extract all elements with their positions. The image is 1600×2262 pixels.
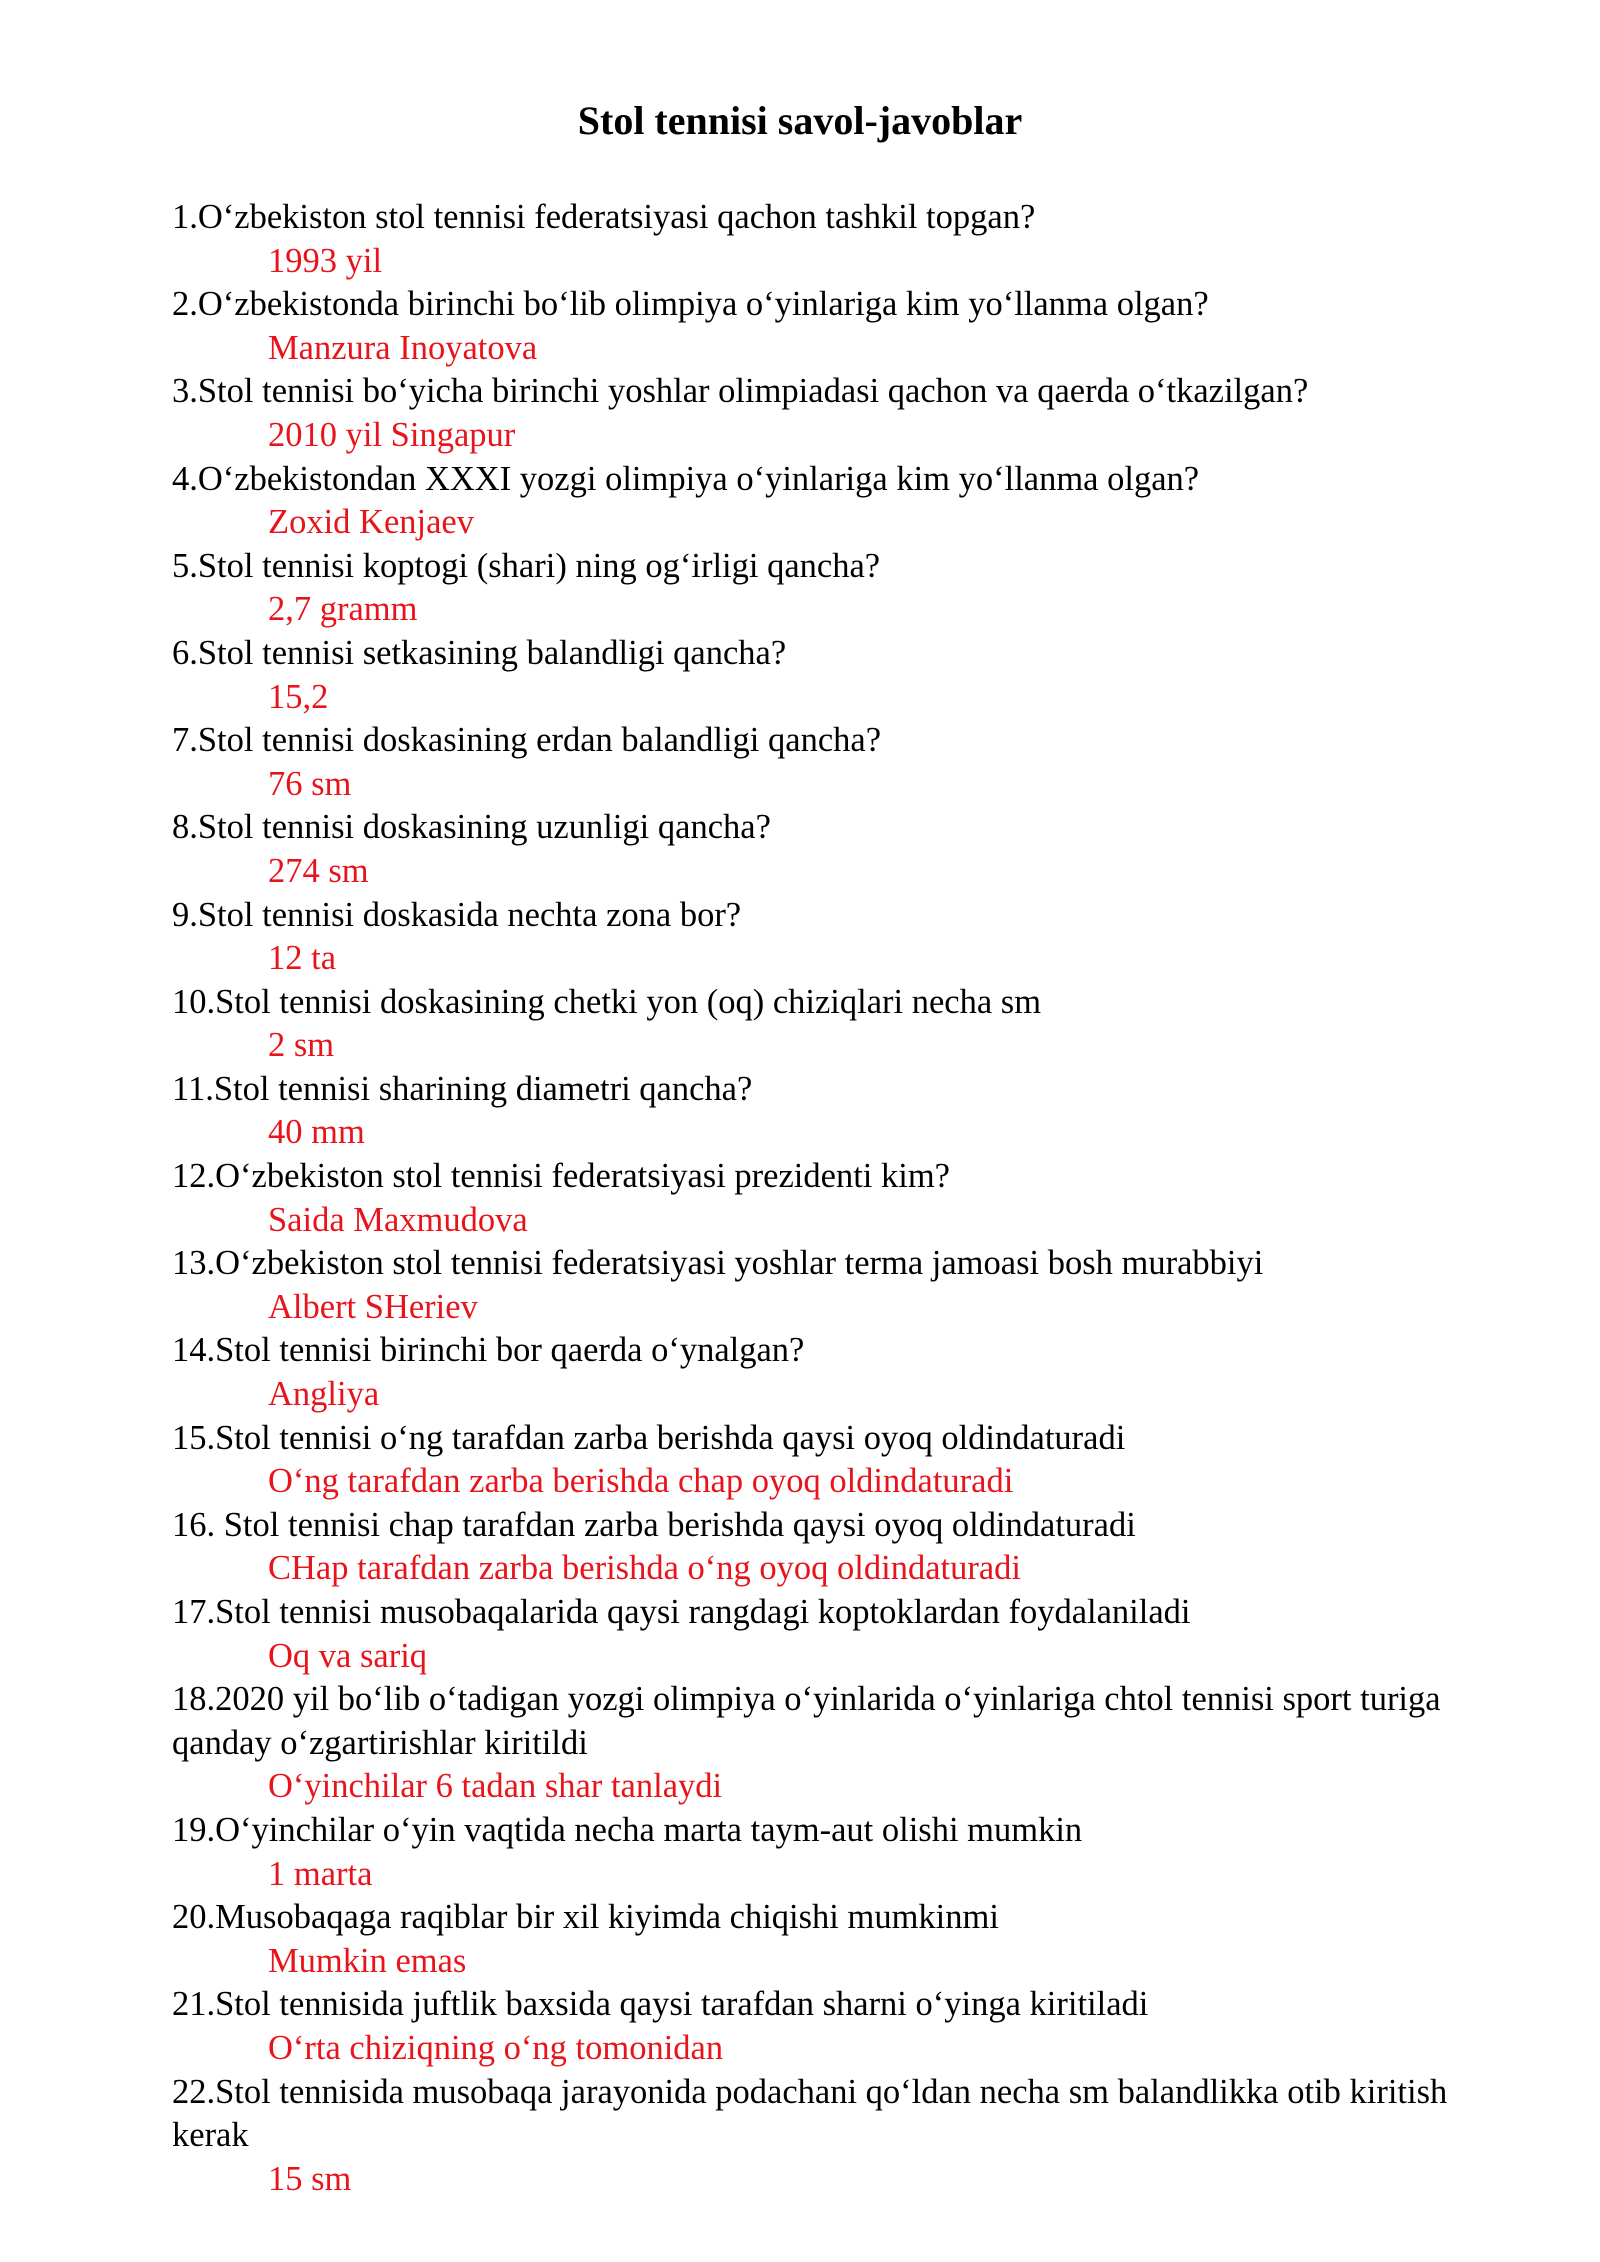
answer-text: 2,7 gramm: [268, 590, 418, 629]
qa-item: [172, 894, 1472, 981]
answer-text: 40 mm: [268, 1113, 365, 1152]
question-text: 14.Stol tennisi birinchi bor qaerda o‘ynalgan?: [172, 1331, 805, 1370]
question-text: 1.O‘zbekiston stol tennisi federatsiyasi qachon tashkil topgan?: [172, 198, 1036, 236]
question-text: 4.O‘zbekistondan XXXI yozgi olimpiya o‘yinlariga kim yo‘llanma olgan?: [172, 459, 1200, 498]
question-text: 13.O‘zbekiston stol tennisi federatsiyasi yoshlar terma jamoasi bosh murabbiyi: [172, 1244, 1264, 1283]
qa-item: [172, 1155, 1472, 1242]
question-text: 17.Stol tennisi musobaqalarida qaysi rangdagi koptoklardan foydalaniladi: [172, 1593, 1191, 1631]
qa-item: [172, 1504, 1472, 1591]
question-text: 10.Stol tennisi doskasining chetki yon (oq) chiziqlari necha sm: [172, 982, 1042, 1021]
qa-item: [172, 196, 1472, 283]
answer-text: 15,2: [268, 677, 329, 716]
answer-text: 12 ta: [268, 939, 337, 978]
question-text: 6.Stol tennisi setkasining balandligi qancha?: [172, 633, 787, 672]
answer-text: 2010 yil Singapur: [268, 415, 516, 454]
qa-item: [172, 1329, 1472, 1416]
question-text: 20.Musobaqaga raqiblar bir xil kiyimda chiqishi mumkinmi: [172, 1898, 999, 1937]
question-text: 15.Stol tennisi o‘ng tarafdan zarba berishda qaysi oyoq oldindaturadi: [172, 1418, 1126, 1457]
answer-text: Angliya: [268, 1375, 380, 1414]
qa-item: [172, 1983, 1472, 2070]
qa-item: [172, 1678, 1472, 1809]
qa-item: [172, 283, 1472, 370]
question-text: 21.Stol tennisida juftlik baxsida qaysi tarafdan sharni o‘yinga kiritiladi: [172, 1985, 1149, 2024]
question-text: 19.O‘yinchilar o‘yin vaqtida necha marta taym-aut olishi mumkin: [172, 1810, 1083, 1849]
question-text: 18.2020 yil bo‘lib o‘tadigan yozgi olimpiya o‘yinlarida o‘yinlariga chtol tennisi sport turiga qanday o‘zgartirishlar kiritildi: [172, 1680, 1450, 1762]
answer-text: Zoxid Kenjaev: [268, 503, 474, 542]
answer-text: 15 sm: [268, 2159, 352, 2198]
question-text: 22.Stol tennisida musobaqa jarayonida podachani qo‘ldan necha sm balandlikka otib kiritish kerak: [172, 2072, 1456, 2155]
answer-text: 2 sm: [268, 1026, 335, 1065]
question-answer-list: [172, 196, 1472, 2201]
qa-item: [172, 632, 1472, 719]
question-text: 3.Stol tennisi bo‘yicha birinchi yoshlar olimpiadasi qachon va qaerda o‘tkazilgan?: [172, 372, 1309, 411]
qa-item: [172, 1591, 1472, 1678]
answer-text: O‘ng tarafdan zarba berishda chap oyoq oldindaturadi: [268, 1462, 1014, 1501]
qa-item: [172, 719, 1472, 806]
question-text: 5.Stol tennisi koptogi (shari) ning og‘irligi qancha?: [172, 546, 881, 585]
answer-text: Albert SHeriev: [268, 1287, 478, 1326]
answer-text: 76 sm: [268, 764, 352, 803]
question-text: 7.Stol tennisi doskasining erdan balandligi qancha?: [172, 721, 882, 760]
qa-item: [172, 806, 1472, 893]
qa-item: [172, 2071, 1472, 2202]
qa-item: [172, 981, 1472, 1068]
question-text: 12.O‘zbekiston stol tennisi federatsiyasi prezidenti kim?: [172, 1157, 950, 1196]
qa-item: [172, 370, 1472, 457]
question-text: 16. Stol tennisi chap tarafdan zarba berishda qaysi oyoq oldindaturadi: [172, 1505, 1136, 1544]
qa-item: [172, 1242, 1472, 1329]
answer-text: 1 marta: [268, 1854, 373, 1893]
question-text: 11.Stol tennisi sharining diametri qancha?: [172, 1069, 753, 1108]
answer-text: Manzura Inoyatova: [268, 328, 538, 367]
qa-item: [172, 1896, 1472, 1983]
answer-text: Mumkin emas: [268, 1941, 467, 1980]
answer-text: O‘rta chiziqning o‘ng tomonidan: [268, 2028, 724, 2067]
question-text: 2.O‘zbekistonda birinchi bo‘lib olimpiya o‘yinlariga kim yo‘llanma olgan?: [172, 285, 1209, 324]
qa-item: [172, 1417, 1472, 1504]
answer-text: Saida Maxmudova: [268, 1200, 528, 1239]
document-title: Stol tennisi savol-javoblar: [577, 98, 1023, 143]
question-text: 9.Stol tennisi doskasida nechta zona bor?: [172, 895, 742, 934]
qa-item: [172, 1809, 1472, 1896]
answer-text: Oq va sariq: [268, 1636, 428, 1675]
qa-item: [172, 1068, 1472, 1155]
qa-item: [172, 545, 1472, 632]
qa-item: [172, 458, 1472, 545]
answer-text: 1993 yil: [268, 241, 383, 280]
answer-text: O‘yinchilar 6 tadan shar tanlaydi: [268, 1767, 723, 1806]
question-text: 8.Stol tennisi doskasining uzunligi qancha?: [172, 808, 771, 847]
answer-text: 274 sm: [268, 851, 369, 890]
answer-text: CHap tarafdan zarba berishda o‘ng oyoq oldindaturadi: [268, 1549, 1021, 1588]
